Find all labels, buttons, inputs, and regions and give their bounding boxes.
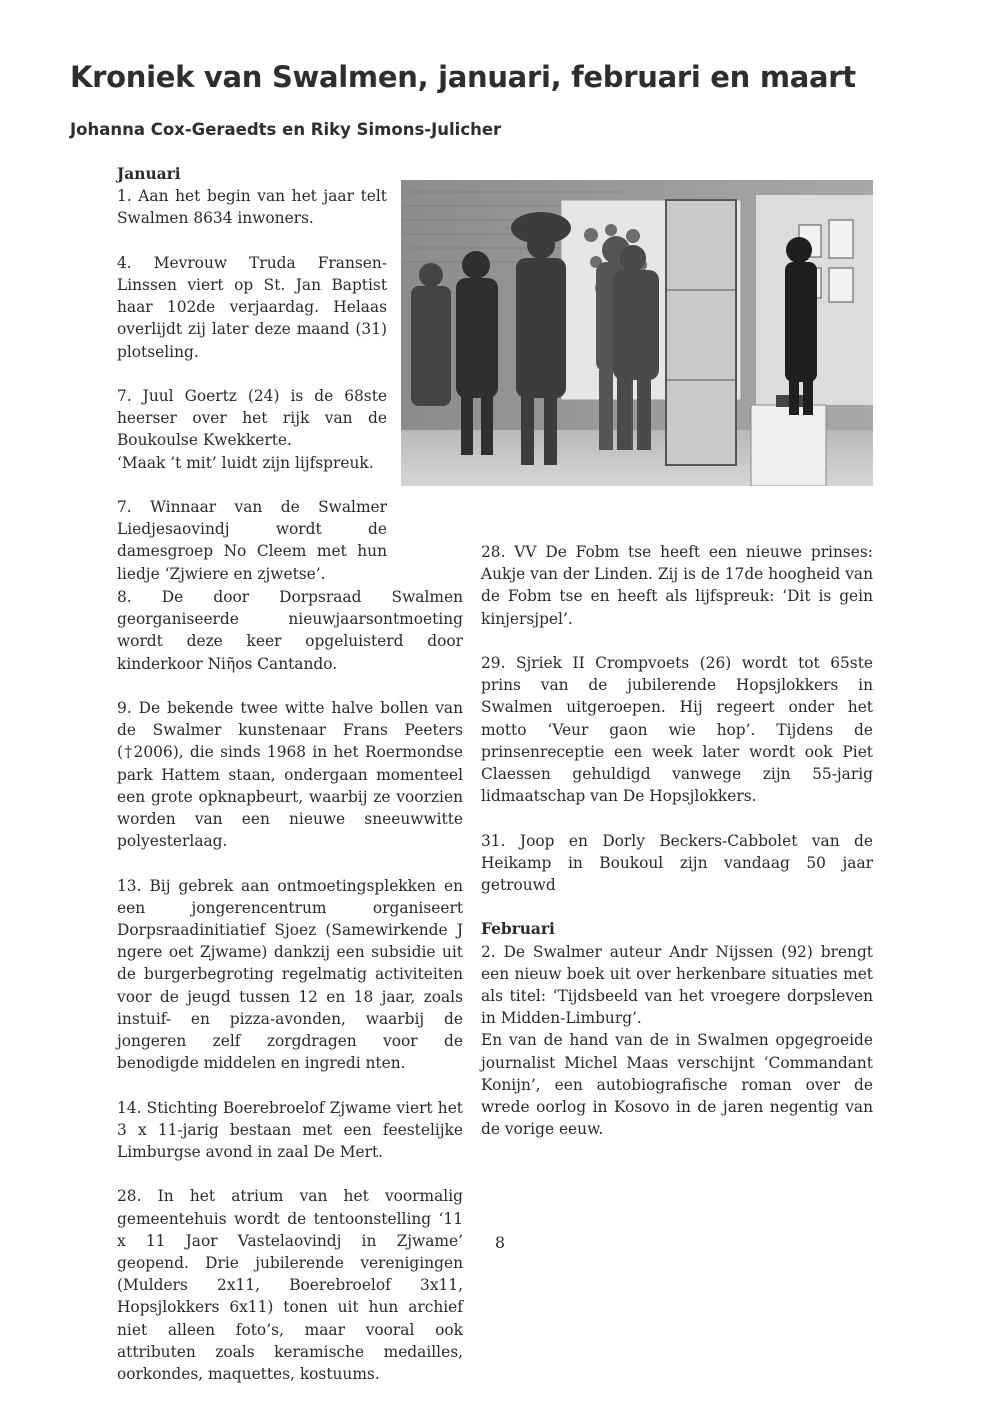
entry-paragraph: 14. Stichting Boerebroelof Zjwame viert het 3 x 11-jarig bestaan met een feestelijke Limburgse avond in zaal De Mert.	[117, 1098, 463, 1162]
article-title: Kroniek van Swalmen, januari, februari en maart	[70, 60, 856, 94]
entry-paragraph: 2. De Swalmer auteur Andr Nijssen (92) brengt een nieuw boek uit over herkenbare situaties met als titel: ‘Tijdsbeeld van het vroegere dorpsleven in Midden-Limburg’.	[481, 942, 873, 1028]
entry-paragraph: 7. Winnaar van de Swalmer Liedjesaovindj wordt de damesgroep No Cleem met hun liedje ‘Zjwiere en zjwetse’.	[117, 498, 387, 583]
section-heading-februari: Februari	[481, 920, 555, 939]
entry-paragraph: 1. Aan het begin van het jaar telt Swalmen 8634 inwoners.	[117, 187, 387, 228]
page-number: 8	[494, 1233, 506, 1252]
column-left-top	[117, 163, 387, 607]
section-heading-januari: Januari	[117, 165, 181, 183]
article-authors: Johanna Cox-Geraedts en Riky Simons-Julicher	[70, 120, 502, 139]
entry-paragraph: 28. In het atrium van het voormalig gemeentehuis wordt de tentoonstelling ‘11 x 11 Jaor Vastelaovindj in Zjwame’ geopend. Drie jubilerende verenigingen (Mulders 2x11, Boerebroelof 3x11, Hopsjlokkers 6x11) tonen uit hun archief niet alleen foto’s, maar vooral ook attributen zoals keramische medailles, oorkondes, maquettes, kostuums.	[117, 1187, 463, 1384]
entry-paragraph: 7. Juul Goertz (24) is de 68ste heerser over het rijk van de Boukoulse Kwekkerte.	[117, 387, 387, 450]
entry-paragraph: 31. Joop en Dorly Beckers-Cabbolet van de Heikamp in Boukoul zijn vandaag 50 jaar getrouwd	[481, 831, 873, 895]
exhibition-photo	[401, 180, 873, 486]
entry-paragraph: 4. Mevrouw Truda Fransen-Linssen viert op St. Jan Baptist haar 102de verjaardag. Helaas overlijdt zij later deze maand (31) plotseling.	[117, 253, 387, 361]
entry-paragraph: ‘Maak ’t mit’ luidt zijn lijfspreuk.	[117, 453, 374, 472]
column-left	[117, 586, 463, 1407]
entry-paragraph: 28. VV De Fobm tse heeft een nieuwe prinses: Aukje van der Linden. Zij is de 17de hoogheid van de Fobm tse en heeft als lijfspreuk: ‘Dit is gein kinjersjpel’.	[481, 543, 873, 628]
column-right	[481, 541, 873, 1163]
entry-paragraph: 8. De door Dorpsraad Swalmen georganiseerde nieuwjaarsontmoeting wordt deze keer opgeluisterd door kinderkoor Niῆos Cantando.	[117, 588, 463, 673]
entry-paragraph: 9. De bekende twee witte halve bollen van de Swalmer kunstenaar Frans Peeters (†2006), die sinds 1968 in het Roermondse park Hattem staan, ondergaan momenteel een grote opknapbeurt, waarbij ze voorzien worden van een nieuwe sneeuwwitte polyesterlaag.	[117, 699, 463, 851]
entry-paragraph: En van de hand van de in Swalmen opgegroeide journalist Michel Maas verschijnt ‘Commandant Konijn’, een autobiografische roman over de wrede oorlog in Kosovo in de jaren negentig van de vorige eeuw.	[481, 1031, 873, 1139]
entry-paragraph: 29. Sjriek II Crompvoets (26) wordt tot 65ste prins van de jubilerende Hopsjlokkers in Swalmen uitgeroepen. Hij regeert onder het motto ‘Veur gaon wie hop’. Tijdens de prinsenreceptie een week later wordt ook Piet Claessen gehuldigd vanwege zijn 55-jarig lidmaatschap van De Hopsjlokkers.	[481, 654, 873, 806]
entry-paragraph: 13. Bij gebrek aan ontmoetingsplekken en een jongerencentrum organiseert Dorpsraadinitiatief Sjoez (Samewirkende J ngere oet Zjwame) dankzij een subsidie uit de burgerbegroting regelmatig activiteiten voor de jeugd tussen 12 en 18 jaar, zoals instuif- en pizza-avonden, waarbij de jongeren zelf zorgdragen voor de benodigde middelen en ingredi nten.	[117, 876, 463, 1073]
